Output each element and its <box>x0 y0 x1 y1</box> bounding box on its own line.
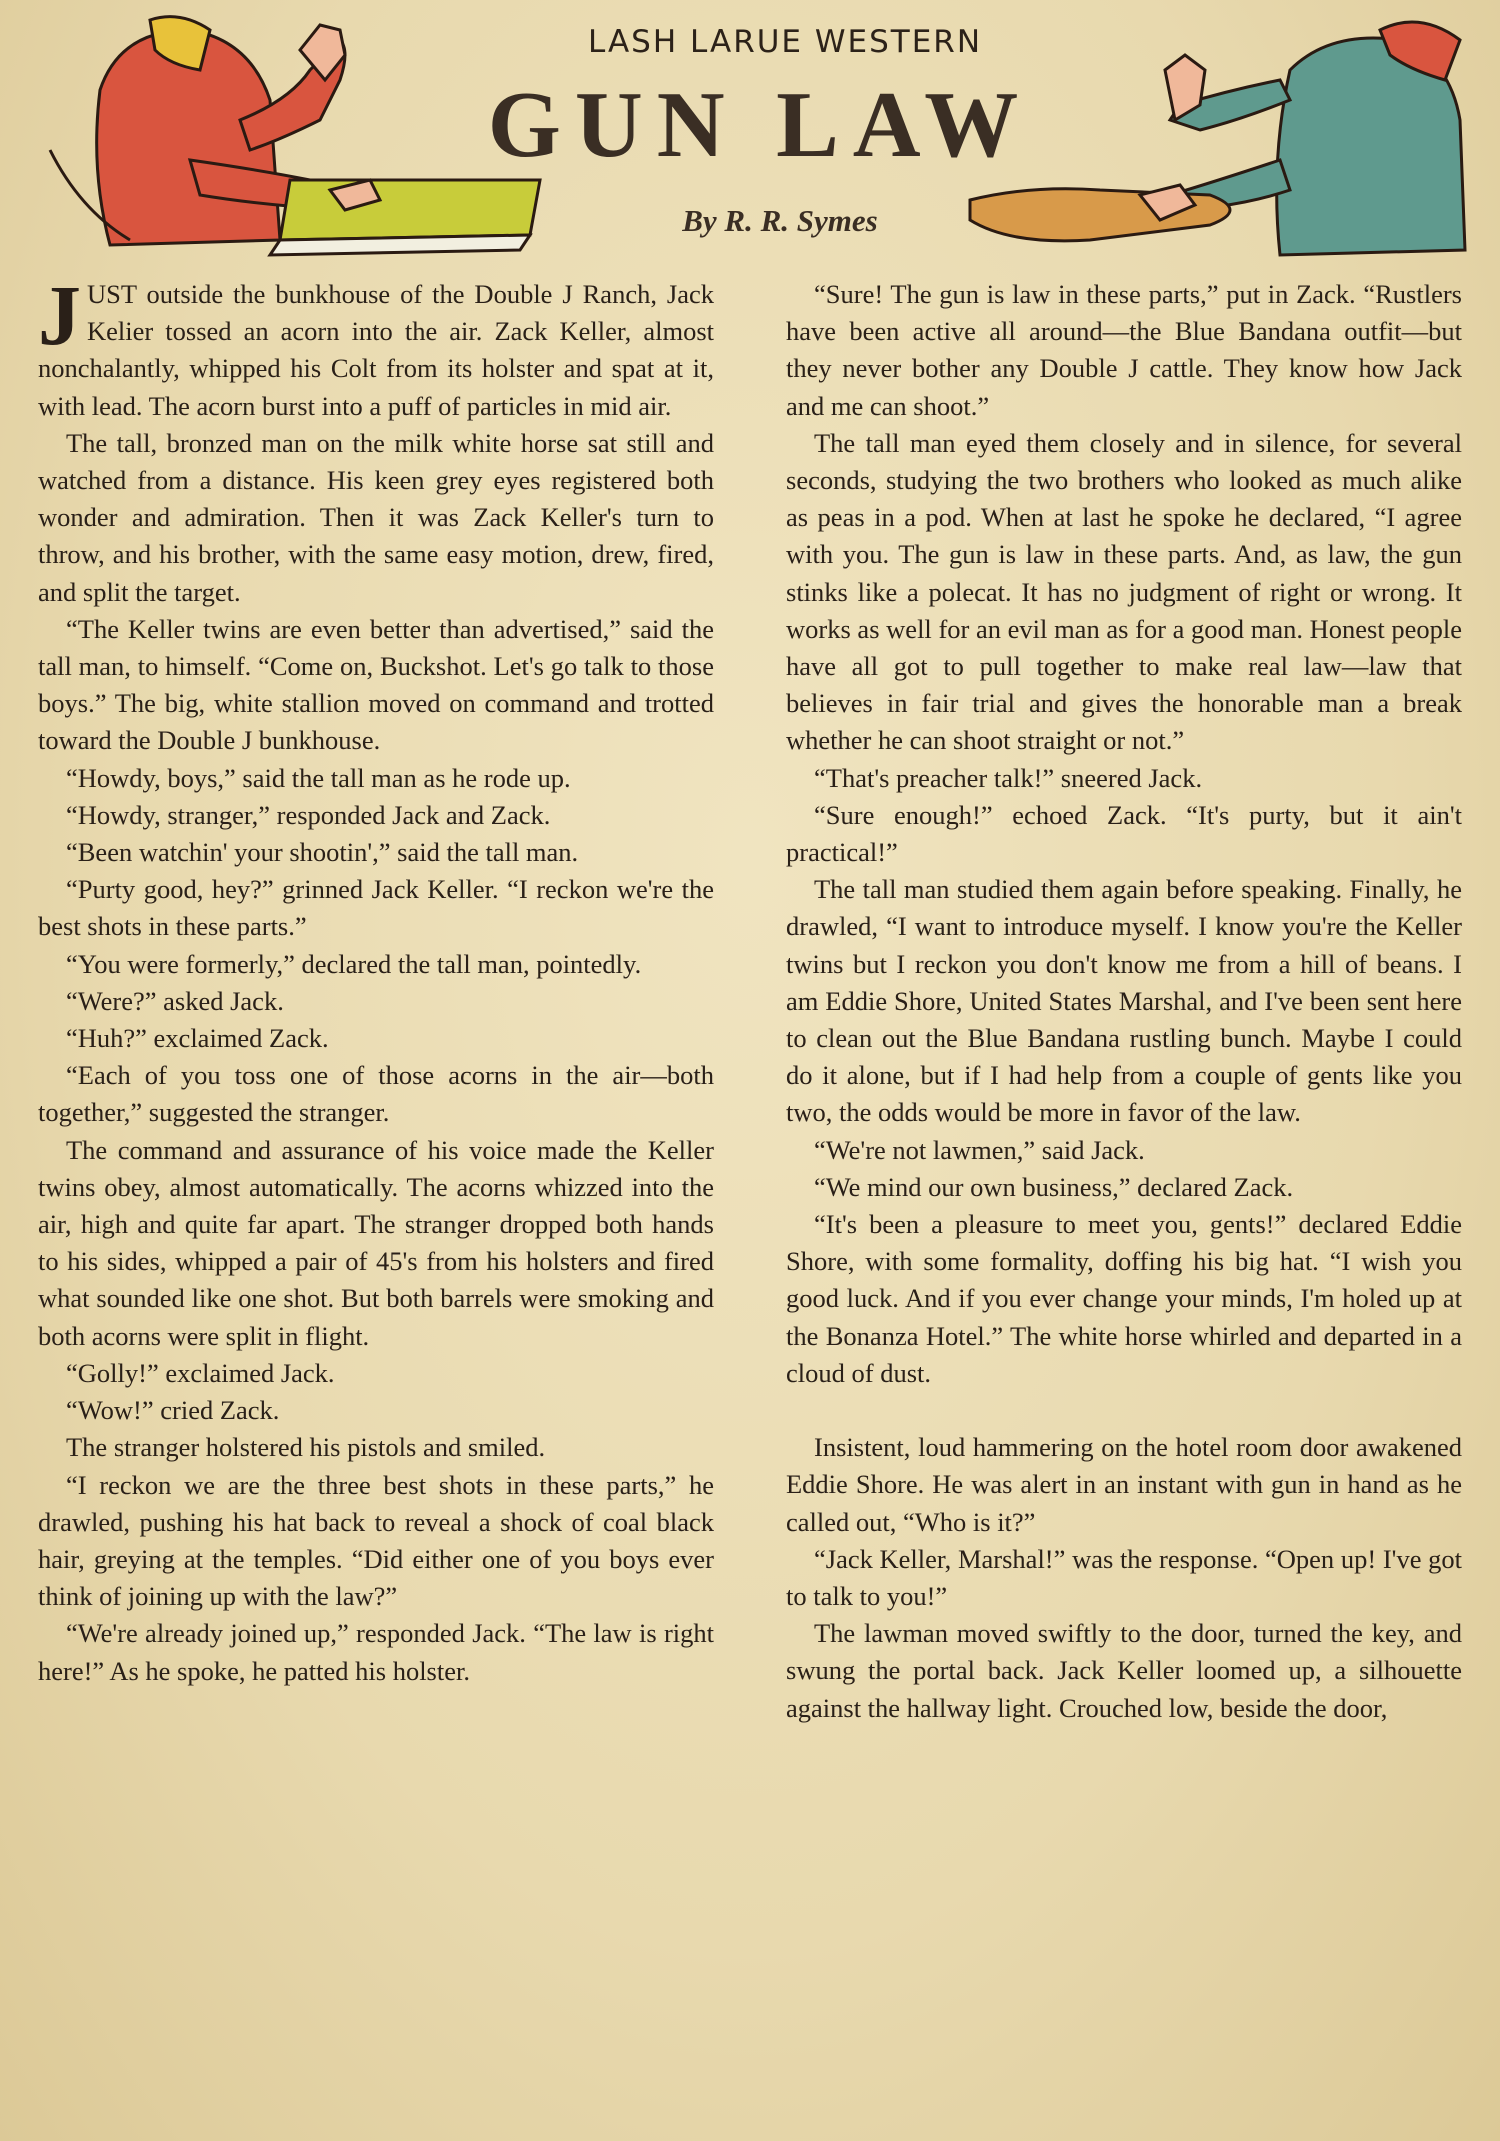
story-paragraph <box>38 1132 714 1355</box>
paragraph-text: “Been watchin' your shootin',” said the tall man. <box>66 837 579 868</box>
story-paragraph <box>38 1392 714 1429</box>
story-header <box>0 0 1500 275</box>
story-paragraph <box>786 760 1462 797</box>
paragraph-text: “It's been a pleasure to meet you, gents!” declared Eddie Shore, with some formality, doffing his big hat. “I wish you good luck. And if you ever change your minds, I'm holed up at the Bonanza Hotel.” The white horse whirled and departed in a cloud of dust. <box>786 1209 1462 1388</box>
paragraph-text: The stranger holstered his pistols and smiled. <box>66 1432 546 1463</box>
paragraph-text: “Sure enough!” echoed Zack. “It's purty, but it ain't practical!” <box>786 799 1462 868</box>
paragraph-text: UST outside the bunkhouse of the Double J Ranch, Jack Kelier tossed an acorn into the air. Zack Keller, almost nonchalantly, whipped his Colt from its holster and spat at it, with lead. The acorn burst into a puff of particles in mid air. <box>38 279 714 421</box>
story-paragraph <box>38 1355 714 1392</box>
left-text-column <box>38 267 714 1690</box>
paragraph-text: “Each of you toss one of those acorns in the air—both together,” suggested the stranger. <box>38 1060 714 1128</box>
paragraph-text: “You were formerly,” declared the tall man, pointedly. <box>66 948 642 979</box>
story-paragraph <box>38 611 714 760</box>
paragraph-text: “I reckon we are the three best shots in these parts,” he drawled, pushing his hat back to reveal a shock of coal black hair, greying at the temples. “Did either one of you boys ever think of joining up with the law?” <box>38 1469 714 1612</box>
story-paragraph <box>786 1169 1462 1206</box>
story-paragraph <box>38 834 714 871</box>
story-paragraph <box>786 1615 1462 1727</box>
story-paragraph <box>38 871 714 945</box>
right-text-column <box>786 276 1462 1727</box>
paragraph-text: The tall man eyed them closely and in silence, for several seconds, studying the two brothers who looked as much alike as peas in a pod. When at last he spoke he declared, “I agree with you. The gun is law in these parts. And, as law, the gun stinks like a polecat. It has no judgment of right or wrong. It works as well for an evil man as for a good man. Honest people have all got to pull together to make real law—law that believes in fair trial and gives the honorable man a break whether he can shoot straight or not.” <box>786 427 1462 756</box>
drop-cap: J <box>38 267 81 363</box>
series-title: LASH LARUE WESTERN <box>587 24 983 60</box>
paragraph-text: “Wow!” cried Zack. <box>66 1395 280 1426</box>
story-paragraph <box>38 946 714 983</box>
author-byline: By R. R. Symes <box>682 203 878 238</box>
paragraph-text: The command and assurance of his voice made the Keller twins obey, almost automatically. The acorns whizzed into the air, high and quite far apart. The stranger dropped both hands to his sides, whipped a pair of 45's from his holsters and fired what sounded like one shot. But both barrels were smoking and both acorns were split in flight. <box>38 1134 714 1351</box>
paragraph-text: “Were?” asked Jack. <box>66 985 284 1016</box>
paragraph-text: “Sure! The gun is law in these parts,” put in Zack. “Rustlers have been active all around—the Blue Bandana outfit—but they never bother any Double J cattle. They know how Jack and me can shoot.” <box>786 279 1462 421</box>
story-paragraph <box>786 1132 1462 1169</box>
paragraph-text: “We're already joined up,” responded Jack. “The law is right here!” As he spoke, he patted his holster. <box>38 1618 714 1686</box>
paragraph-text: “Howdy, stranger,” responded Jack and Zack. <box>66 799 551 830</box>
story-paragraph <box>786 425 1462 760</box>
paragraph-text: Insistent, loud hammering on the hotel room door awakened Eddie Shore. He was alert in an instant with gun in hand as he called out, “Who is it?” <box>786 1432 1462 1537</box>
paragraph-text: “The Keller twins are even better than advertised,” said the tall man, to himself. “Come on, Buckshot. Let's go talk to those boys.” The big, white stallion moved on command and trotted toward the Double J bunkhouse. <box>38 613 714 756</box>
story-paragraph <box>786 797 1462 871</box>
story-paragraph <box>786 1541 1462 1615</box>
story-paragraph <box>38 760 714 797</box>
story-paragraph <box>38 1467 714 1616</box>
paragraph-text: The tall man studied them again before speaking. Finally, he drawled, “I want to introduce myself. I know you're the Keller twins but I reckon you don't know me from a hill of beans. I am Eddie Shore, United States Marshal, and I've been sent here to clean out the Blue Bandana rustling bunch. Maybe I could do it alone, but if I had help from a couple of gents like you two, the odds would be more in favor of the law. <box>786 874 1462 1128</box>
paragraph-text: “That's preacher talk!” sneered Jack. <box>814 762 1203 793</box>
story-paragraph <box>38 1057 714 1131</box>
story-paragraph <box>38 1615 714 1689</box>
paragraph-text: “We mind our own business,” declared Zack. <box>814 1171 1294 1202</box>
story-paragraph <box>38 425 714 611</box>
paragraph-text: The tall, bronzed man on the milk white horse sat still and watched from a distance. His keen grey eyes registered both wonder and admiration. Then it was Zack Keller's turn to throw, and his brother, with the same easy motion, drew, fired, and split the target. <box>38 427 714 607</box>
story-paragraph <box>786 1429 1462 1541</box>
story-title: GUN LAW <box>487 73 1033 177</box>
paragraph-text: “Purty good, hey?” grinned Jack Keller. “I reckon we're the best shots in these parts.” <box>38 874 714 942</box>
story-paragraph <box>786 871 1462 1131</box>
paragraph-text: “Huh?” exclaimed Zack. <box>66 1023 329 1054</box>
story-paragraph <box>786 276 1462 425</box>
paragraph-text: “Golly!” exclaimed Jack. <box>66 1357 335 1388</box>
story-paragraph <box>38 1429 714 1466</box>
paragraph-text: “We're not lawmen,” said Jack. <box>814 1134 1145 1165</box>
story-paragraph <box>38 267 714 425</box>
paragraph-text: The lawman moved swiftly to the door, turned the key, and swung the portal back. Jack Keller loomed up, a silhouette against the hallway light. Crouched low, beside the door, <box>786 1618 1462 1723</box>
story-paragraph <box>38 983 714 1020</box>
paragraph-text: “Jack Keller, Marshal!” was the response. “Open up! I've got to talk to you!” <box>786 1543 1462 1611</box>
story-paragraph <box>786 1206 1462 1392</box>
paragraph-text: “Howdy, boys,” said the tall man as he rode up. <box>66 762 571 793</box>
story-paragraph <box>38 1020 714 1057</box>
story-paragraph <box>38 797 714 834</box>
